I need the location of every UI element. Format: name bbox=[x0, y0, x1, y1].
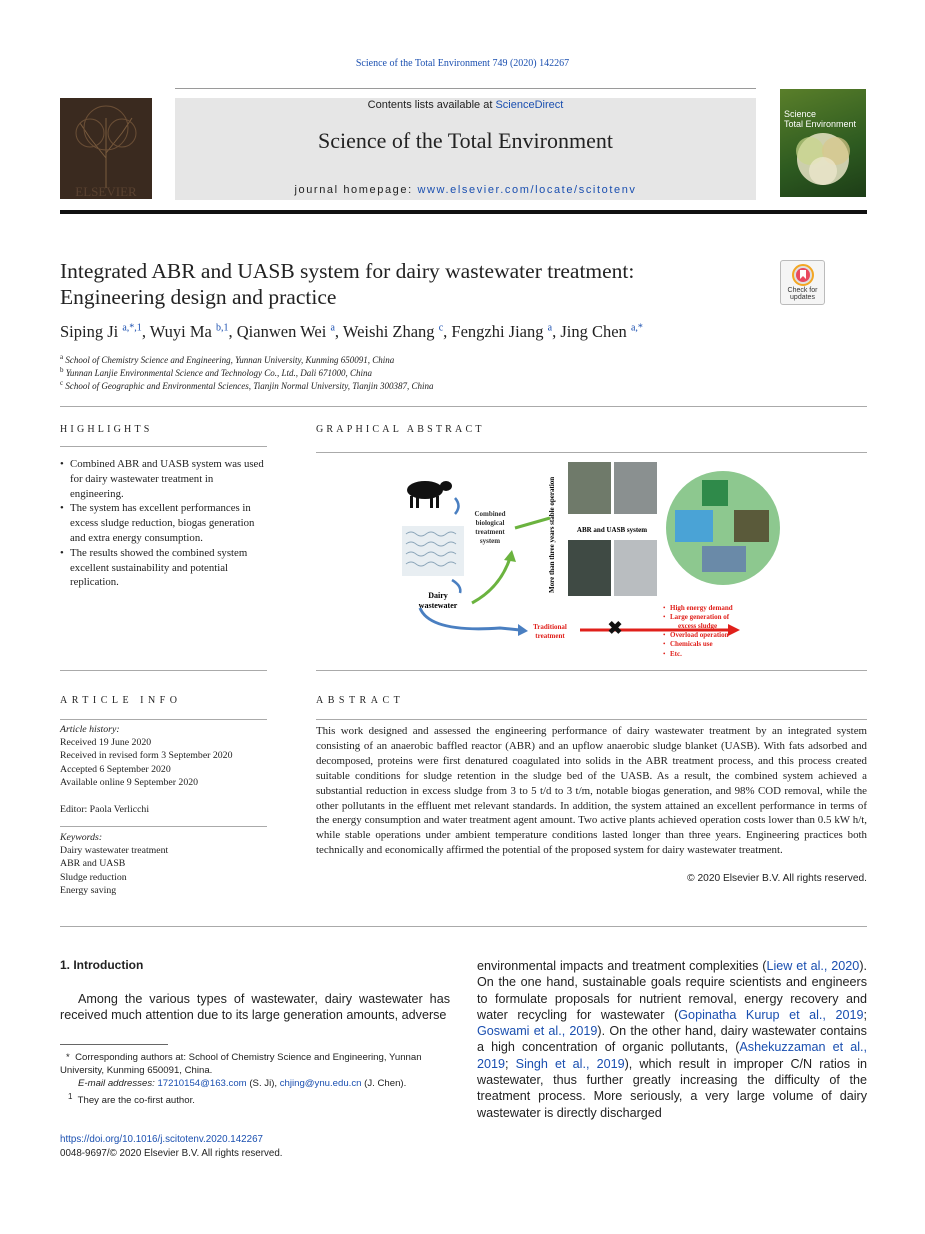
homepage-prefix: journal homepage: bbox=[294, 184, 418, 196]
footnote-rule bbox=[60, 1044, 168, 1045]
highlight-item: • The system has excellent performances in excess sludge reduction, biogas generation and extra energy consumption. bbox=[60, 501, 268, 545]
footnote-text: Corresponding authors at: School of Chemistry Science and Engineering, Yunnan University, Kunming 650091, China. bbox=[60, 1052, 422, 1076]
contents-line bbox=[175, 99, 756, 111]
highlight-item: • Combined ABR and UASB system was used for dairy wastewater treatment in engineering. bbox=[60, 457, 268, 501]
email-link-ji[interactable]: 17210154@163.com bbox=[157, 1078, 247, 1089]
journal-homepage bbox=[175, 184, 756, 196]
problem-item: excess sludge bbox=[678, 622, 718, 630]
graphical-abstract-heading: GRAPHICAL ABSTRACT bbox=[316, 424, 485, 435]
highlight-item: • The results showed the combined system excellent sustainability and potential replication. bbox=[60, 546, 268, 590]
text-run: environmental impacts and treatment complexities ( bbox=[477, 959, 767, 973]
title-line-2: Engineering design and practice bbox=[60, 285, 337, 309]
keyword: ABR and UASB bbox=[60, 858, 126, 870]
plant-photo-1 bbox=[568, 462, 611, 514]
divider bbox=[316, 452, 867, 453]
divider bbox=[60, 719, 267, 720]
cow-icon bbox=[407, 481, 452, 508]
text-run: ; bbox=[505, 1056, 516, 1071]
problem-item: Overload operation bbox=[670, 631, 729, 639]
keywords bbox=[60, 831, 268, 897]
svg-text:•: • bbox=[663, 631, 666, 639]
section-heading-introduction: 1. Introduction bbox=[60, 958, 144, 972]
highlights-heading: HIGHLIGHTS bbox=[60, 424, 153, 435]
svg-text:•: • bbox=[663, 640, 666, 648]
editor: Editor: Paola Verlicchi bbox=[60, 804, 150, 815]
text-run: ). On the other hand, dairy wastewater contains a high concentration of organic pollutants, ( bbox=[477, 1024, 867, 1055]
email-owner: (J. Chen). bbox=[361, 1078, 407, 1089]
citation-link[interactable]: Gopinatha Kurup et al., 2019 bbox=[678, 1007, 864, 1022]
journal-reference[interactable] bbox=[0, 58, 925, 69]
elsevier-tree-icon bbox=[60, 98, 152, 199]
abstract-heading: ABSTRACT bbox=[316, 695, 405, 706]
cover-title bbox=[784, 109, 856, 129]
plant-photo-4 bbox=[614, 540, 657, 596]
author-separator: , bbox=[443, 322, 452, 341]
issn-copyright: 0048-9697/© 2020 Elsevier B.V. All rights reserved. bbox=[60, 1148, 283, 1159]
affiliation-key: c bbox=[60, 379, 64, 387]
check-for-updates-button[interactable] bbox=[780, 260, 825, 305]
crossmark-icon bbox=[792, 264, 814, 286]
author-separator: , bbox=[228, 322, 237, 341]
author-name: Qianwen Wei bbox=[236, 322, 331, 341]
keywords-label: Keywords: bbox=[60, 832, 103, 843]
citation-link[interactable]: Singh et al., 2019 bbox=[515, 1056, 625, 1071]
journal-title: Science of the Total Environment bbox=[318, 128, 613, 153]
divider bbox=[60, 446, 267, 447]
benefit-icon-4 bbox=[702, 546, 746, 572]
email-link-chen[interactable]: chjing@ynu.edu.cn bbox=[279, 1078, 362, 1089]
crossmark-label: Check for updates bbox=[787, 287, 818, 301]
svg-text:•: • bbox=[663, 613, 666, 621]
doi-link[interactable]: https://doi.org/10.1016/j.scitotenv.2020.142267 bbox=[60, 1134, 263, 1145]
footnote-mark: 1 bbox=[68, 1092, 73, 1101]
divider bbox=[60, 826, 267, 827]
elsevier-wordmark: ELSEVIER bbox=[75, 184, 137, 199]
online-date: Available online 9 September 2020 bbox=[60, 776, 199, 788]
cross-icon: ✖ bbox=[607, 618, 623, 638]
affiliation-key: a bbox=[60, 353, 64, 361]
benefit-icon-2 bbox=[675, 510, 713, 542]
abstract-text: This work designed and assessed the engineering performance of dairy wastewater treatment by an integrated system consisting of an anaerobic baffled reactor (ABR) and an upflow anaerobic sludge blanket (UASB). With fats adsorbed and decomposed, proteins were first denatured coagulated into solids in the ABR treatment process, and this process created suitable conditions for sludge retention in the sludge bed of the UASB. As a result, the combined system achieved a substantial reduction in excess sludge from 3 to 5 t/d to 3 t/m, notable biogas generation, and 98% COD removal, while the other pollutants in the effluent met relevant standards. In addition, the system attained an excellent performance in terms of the energy consumption and water treatment agent amount. Two active plants achieved operation costs lower than 0.5 kW h/t, while stable operations under ambient temperature conditions lasted longer than three years. Engineering practices both technically and economically affirmed the potential of the proposed system for dairy wastewater treatment. bbox=[316, 725, 867, 857]
traditional-label: Traditional bbox=[533, 623, 567, 631]
affiliation-c bbox=[60, 379, 860, 391]
problem-item: Large generation of bbox=[670, 613, 730, 621]
author-affiliation-marker[interactable]: a bbox=[330, 322, 335, 334]
divider bbox=[316, 670, 867, 671]
abstract-copyright: © 2020 Elsevier B.V. All rights reserved. bbox=[687, 873, 867, 884]
accepted-date: Accepted 6 September 2020 bbox=[60, 763, 171, 775]
homepage-link[interactable]: www.elsevier.com/locate/scitotenv bbox=[417, 184, 637, 196]
author-name: Siping Ji bbox=[60, 322, 123, 341]
stable-operation-label: More than three years stable operation bbox=[548, 476, 556, 593]
wastewater-label: wastewater bbox=[418, 601, 458, 610]
divider bbox=[60, 670, 267, 671]
keyword: Energy saving bbox=[60, 884, 117, 896]
keyword: Sludge reduction bbox=[60, 871, 127, 883]
author-affiliation-marker[interactable]: a,* bbox=[630, 322, 643, 334]
highlights-list bbox=[60, 457, 268, 590]
cover-title-line1: Science bbox=[784, 109, 817, 119]
history-label: Article history: bbox=[60, 724, 120, 735]
journal-cover bbox=[780, 89, 866, 197]
problem-item: Etc. bbox=[670, 650, 682, 658]
email-label: E-mail addresses: bbox=[78, 1078, 158, 1089]
citation-link[interactable]: Liew et al., 2020 bbox=[766, 959, 860, 973]
benefit-icon-3 bbox=[734, 510, 769, 542]
title-line-1: Integrated ABR and UASB system for dairy wastewater treatment: bbox=[60, 259, 635, 283]
svg-text:•: • bbox=[663, 604, 666, 612]
footnote-text: They are the co-first author. bbox=[77, 1095, 195, 1107]
text-run: ; bbox=[863, 1007, 867, 1022]
footnote-corresponding bbox=[60, 1051, 455, 1077]
header-top-line bbox=[175, 88, 756, 89]
footnote-emails bbox=[78, 1077, 473, 1090]
dairy-label: Dairy bbox=[428, 591, 448, 600]
combined-label: Combined bbox=[474, 510, 506, 518]
svg-text:•: • bbox=[663, 650, 666, 658]
problem-item: High energy demand bbox=[670, 604, 733, 612]
email-owner: (S. Ji), bbox=[246, 1078, 280, 1089]
divider bbox=[60, 926, 867, 927]
cover-title-line2: Total Environment bbox=[784, 119, 857, 129]
author-separator: , bbox=[334, 322, 343, 341]
text-run: ), which result in improper C/N ratios in wastewater, thus further greatly increasing the difficulty of the treatment process. More seriously, a very large volume of dairy wastewater is directly discharged bbox=[477, 1056, 868, 1120]
traditional-treatment-label: treatment bbox=[535, 632, 565, 640]
author-affiliation-marker[interactable]: a bbox=[547, 322, 553, 334]
paper-title bbox=[60, 258, 760, 310]
plant-photo-3 bbox=[568, 540, 611, 596]
affiliation-text: Yunnan Lanjie Environmental Science and Technology Co., Ltd., Dali 671000, China bbox=[65, 368, 372, 378]
article-info-heading: ARTICLE INFO bbox=[60, 695, 182, 706]
affiliation-text: School of Geographic and Environmental Sciences, Tianjin Normal University, Tianjin 300387, China bbox=[65, 381, 434, 391]
intro-paragraph-left: Among the various types of wastewater, dairy wastewater has received much attention due to its large generation amounts, adverse bbox=[60, 992, 450, 1023]
affiliation-key: b bbox=[60, 366, 64, 374]
divider bbox=[316, 719, 867, 720]
article-history bbox=[60, 723, 268, 789]
biological-label: biological bbox=[475, 519, 505, 527]
citation-link[interactable]: Goswami et al., 2019 bbox=[477, 1024, 598, 1039]
author-name: Wuyi Ma bbox=[149, 322, 217, 341]
footnote-mark: * bbox=[66, 1052, 70, 1063]
author-separator: , bbox=[552, 322, 561, 341]
divider bbox=[60, 406, 867, 407]
author-affiliation-marker[interactable]: b,1 bbox=[216, 322, 229, 334]
treatment-label: treatment bbox=[475, 528, 505, 536]
citation-link[interactable]: Ashekuzzaman et al., 2019 bbox=[477, 1040, 867, 1071]
author-list bbox=[60, 322, 860, 342]
keyword: Dairy wastewater treatment bbox=[60, 845, 169, 857]
affiliation-text: School of Chemistry Science and Engineering, Yunnan University, Kunming 650091, China bbox=[65, 355, 395, 365]
problem-item: Chemicals use bbox=[670, 640, 713, 648]
affiliation-a bbox=[60, 353, 860, 365]
abr-uasb-label: ABR and UASB system bbox=[576, 526, 648, 534]
author-separator: , bbox=[141, 322, 150, 341]
affiliation-b bbox=[60, 366, 860, 378]
journal-ref-link[interactable]: Science of the Total Environment 749 (2020) 142267 bbox=[355, 58, 570, 69]
contents-prefix: Contents lists available at bbox=[367, 99, 496, 111]
received-date: Received 19 June 2020 bbox=[60, 737, 152, 749]
sciencedirect-link[interactable]: ScienceDirect bbox=[495, 99, 564, 111]
plant-photo-2 bbox=[614, 462, 657, 514]
benefit-icon-1 bbox=[702, 480, 728, 506]
footnote-cofirst bbox=[68, 1090, 463, 1107]
cover-image bbox=[780, 89, 866, 197]
text-run: ). On the one hand, sustainable goals require scientists and engineers to formulate proposals for nutrient removal, energy recovery and water recycling for wastewater ( bbox=[477, 959, 868, 1022]
author-name: Fengzhi Jiang bbox=[451, 322, 548, 341]
author-name: Jing Chen bbox=[560, 322, 631, 341]
intro-paragraph-right bbox=[477, 958, 867, 1121]
author-affiliation-marker[interactable]: c bbox=[438, 322, 444, 334]
elsevier-logo bbox=[60, 98, 152, 199]
system-label: system bbox=[479, 537, 501, 545]
graphical-abstract-figure bbox=[400, 458, 780, 663]
author-name: Weishi Zhang bbox=[342, 322, 439, 341]
revised-date: Received in revised form 3 September 2020 bbox=[60, 750, 233, 762]
header-rule bbox=[60, 210, 867, 214]
author-affiliation-marker[interactable]: a,*,1 bbox=[122, 322, 142, 334]
doi[interactable] bbox=[60, 1134, 263, 1145]
